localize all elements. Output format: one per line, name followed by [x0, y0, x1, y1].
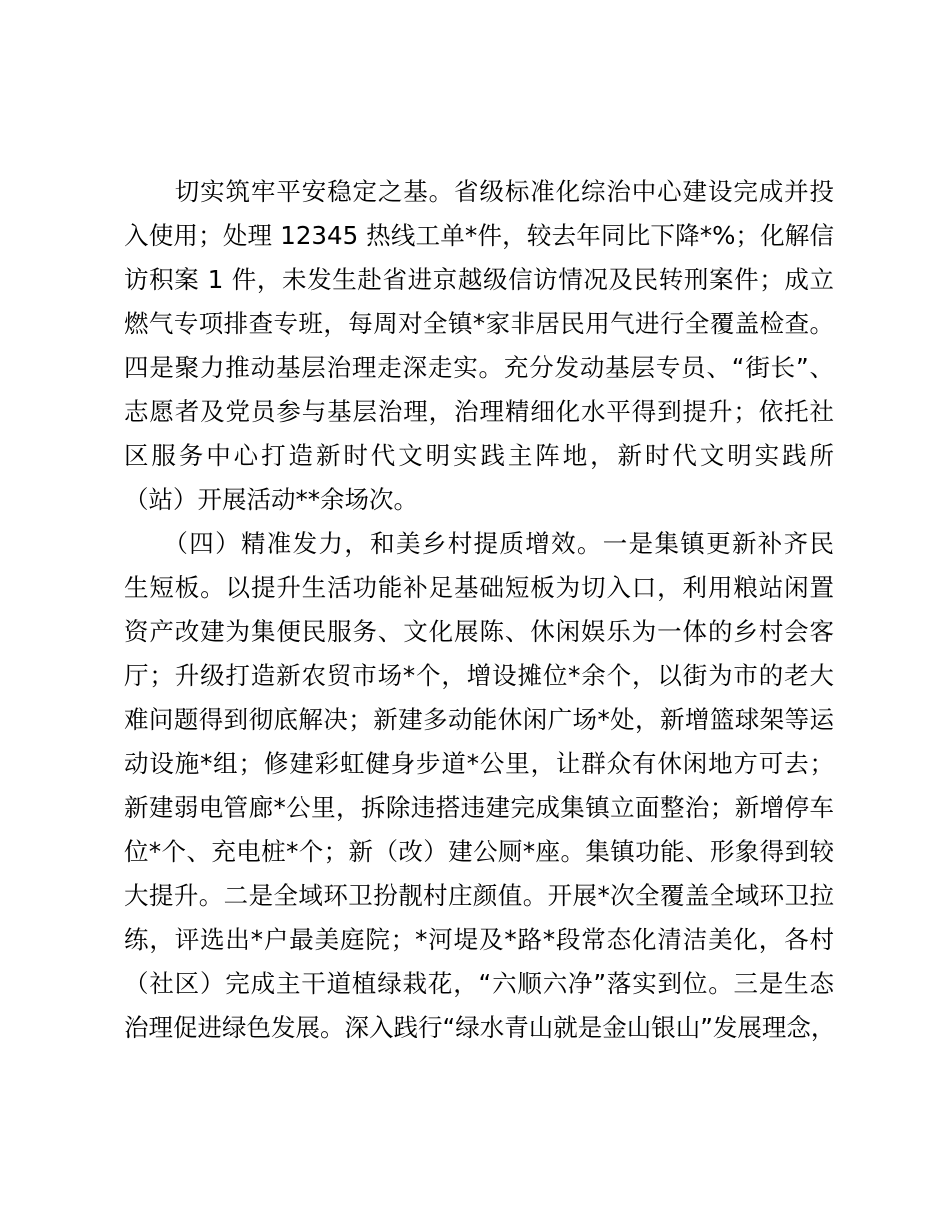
text-line: 难问题得到彻底解决；新建多动能休闲广场*处，新增篮球架等运 — [124, 705, 834, 734]
text-line: 治理促进绿色发展。深入践行“绿水青山就是金山银山”发展理念， — [124, 1013, 836, 1042]
text-line: 资产改建为集便民服务、文化展陈、休闲娱乐为一体的乡村会客 — [124, 617, 834, 646]
text-line: 访积案 1 件，未发生赴省进京越级信访情况及民转刑案件；成立 — [124, 265, 834, 294]
text-line: （四）精准发力，和美乡村提质增效。一是集镇更新补齐民 — [124, 529, 834, 558]
text-line: 四是聚力推动基层治理走深走实。充分发动基层专员、“街长”、 — [124, 353, 834, 382]
text-line: 练，评选出*户最美庭院；*河堤及*路*段常态化清洁美化，各村 — [124, 925, 834, 954]
text-line: 生短板。以提升生活功能补足基础短板为切入口，利用粮站闲置 — [124, 573, 834, 602]
text-line: 大提升。二是全域环卫扮靓村庄颜值。开展*次全覆盖全域环卫拉 — [124, 881, 834, 910]
text-line: 位*个、充电桩*个；新（改）建公厕*座。集镇功能、形象得到较 — [124, 837, 834, 866]
text-line: 厅；升级打造新农贸市场*个，增设摊位*余个，以街为市的老大 — [124, 661, 834, 690]
text-line: （站）开展活动**余场次。 — [124, 485, 418, 514]
text-line: （社区）完成主干道植绿栽花，“六顺六净”落实到位。三是生态 — [124, 969, 834, 998]
text-line: 燃气专项排查专班，每周对全镇*家非居民用气进行全覆盖检查。 — [124, 309, 834, 338]
text-line: 动设施*组；修建彩虹健身步道*公里，让群众有休闲地方可去； — [124, 749, 834, 778]
text-line: 入使用；处理 12345 热线工单*件，较去年同比下降*%；化解信 — [124, 221, 834, 250]
text-line: 新建弱电管廊*公里，拆除违搭违建完成集镇立面整治；新增停车 — [124, 793, 834, 822]
text-line: 切实筑牢平安稳定之基。省级标准化综治中心建设完成并投 — [124, 177, 834, 206]
text-line: 区服务中心打造新时代文明实践主阵地，新时代文明实践所 — [124, 441, 834, 470]
text-line: 志愿者及党员参与基层治理，治理精细化水平得到提升；依托社 — [124, 397, 834, 426]
